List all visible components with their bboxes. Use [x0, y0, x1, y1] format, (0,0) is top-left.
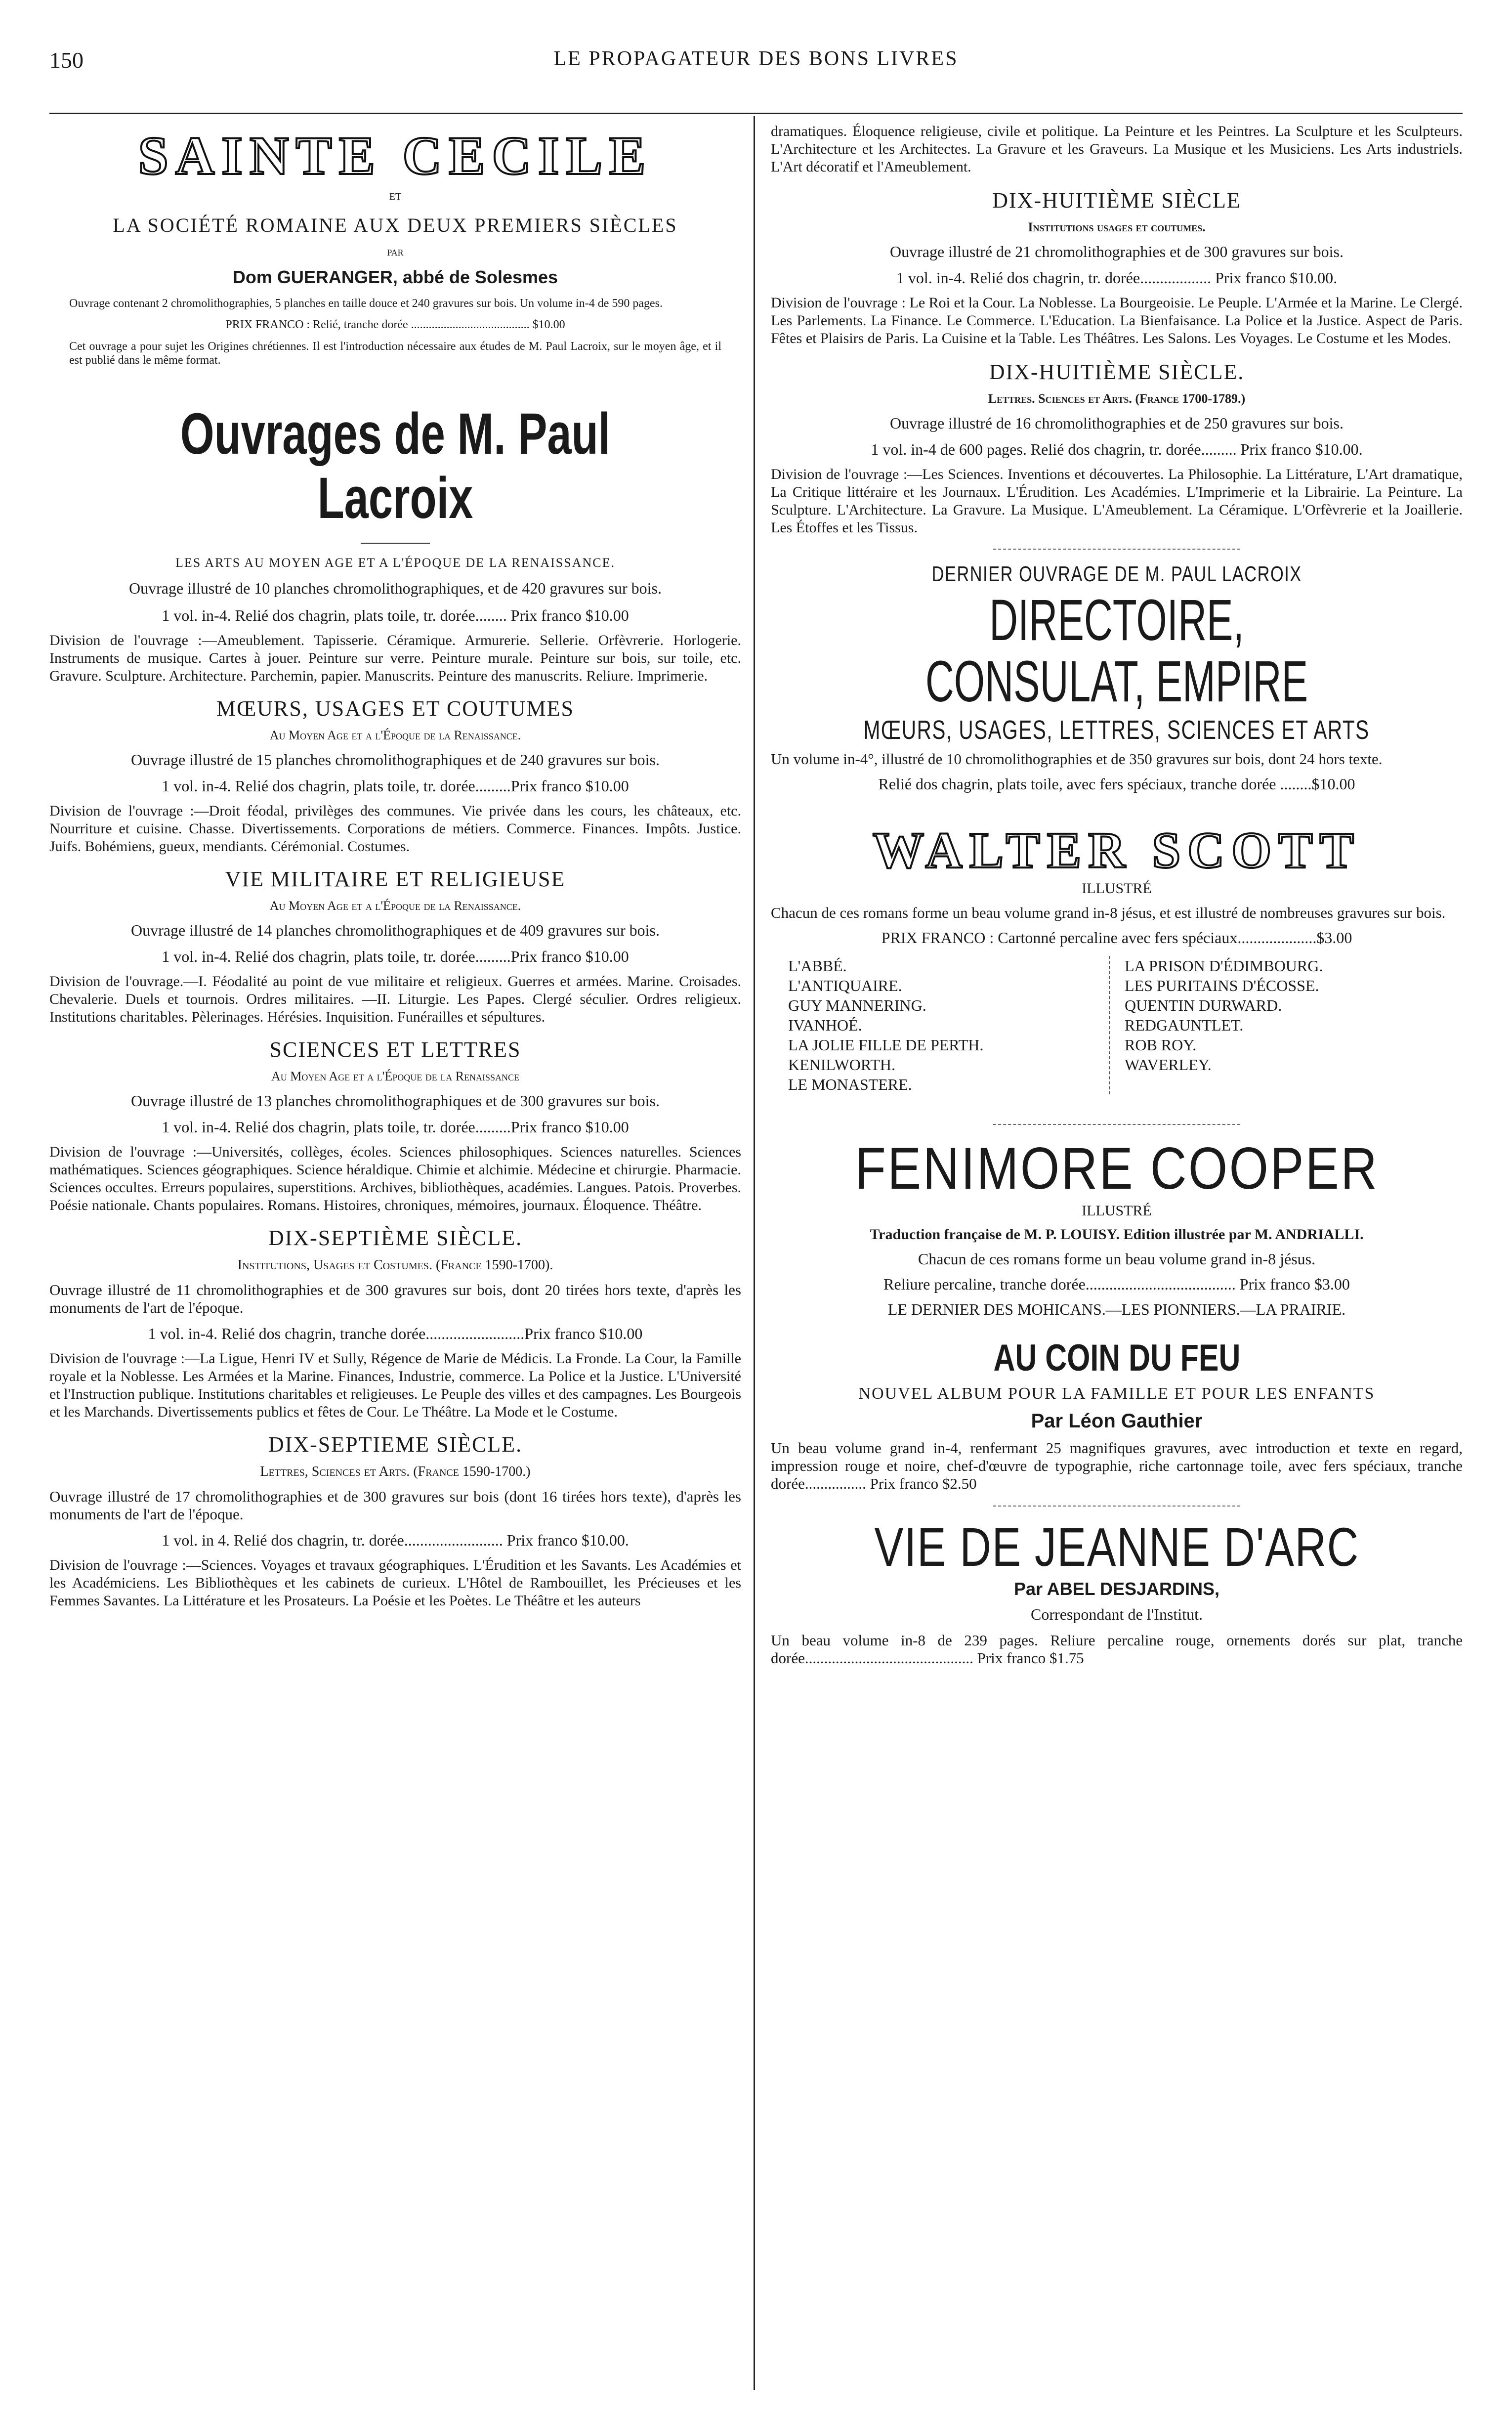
sci-heading: SCIENCES ET LETTRES [269, 1037, 521, 1062]
dce-desc: Un volume in-4°, illustré de 10 chromolithographies et de 350 gravures sur bois, dont 24 hors texte. [771, 750, 1383, 768]
vja-title-text: VIE DE JEANNE D'ARC [874, 1517, 1359, 1578]
d18a-division: Division de l'ouvrage : Le Roi et la Cour. La Noblesse. La Bourgeoisie. Le Peuple. L'Armée et la Marine. Le Clergé. Les Parlements. La Finance. Le Commerce. L'Education. La Bienfaisance. La Police et la Justice. Aspect de Paris. Fêtes et Plaisirs de Paris. La Cuisine et la Table. Les Théâtres. Les Salons. Les Voyages. Le Costume et les Modes. [771, 295, 1463, 346]
d18b-desc: Ouvrage illustré de 16 chromolithographies et de 250 gravures sur bois. [890, 414, 1344, 432]
ws-novel-title: LES PURITAINS D'ÉCOSSE. [1125, 977, 1319, 994]
arts-division: Division de l'ouvrage :—Ameublement. Tapisserie. Céramique. Armurerie. Sellerie. Orfèvrerie. Horlogerie. Instruments de musique. Cartes à jouer. Peinture sur verre. Peinture murale. Peinture sur bois, sur toile, etc. Gravure. Sculpture. Architecture. Parchemin, papier. Manuscrits. Peinture des manuscrits. Reliure. Imprimerie. [49, 632, 741, 684]
sc-author: Dom GUERANGER, abbé de Solesmes [232, 267, 558, 287]
vie-heading: VIE MILITAIRE ET RELIGIEUSE [225, 867, 566, 891]
vie-sub: Au Moyen Age et a l'Époque de la Renaissance. [269, 899, 521, 913]
vja-title [771, 1518, 1463, 1577]
d17a-vol: 1 vol. in-4. Relié dos chagrin, tranche dorée.........................Prix franco $10.00 [148, 1325, 643, 1342]
d18a-heading: DIX-HUITIÈME SIÈCLE [992, 188, 1241, 213]
acf-author: Par Léon Gauthier [1031, 1410, 1203, 1432]
moeurs-sub: Au Moyen Age et a l'Époque de la Renaissance. [269, 728, 521, 742]
moeurs-division: Division de l'ouvrage :—Droit féodal, privilèges des communes. Vie privée dans les cours, les châteaux, etc. Nourriture et cuisine. Chasse. Divertissements. Corporations de métiers. Commerce. Finances. Impôts. Justice. Juifs. Bohémiens, gueux, mendiants. Cérémonial. Costumes. [49, 803, 741, 855]
d17b-sub: Lettres, Sciences et Arts. (France 1590-1700.) [260, 1464, 531, 1479]
dce-title-text: DIRECTOIRE, CONSULAT, EMPIRE [925, 588, 1308, 714]
fc-price: Reliure percaline, tranche dorée...................................... Prix franco $3.00 [883, 1275, 1350, 1293]
column-divider [754, 116, 755, 2390]
ws-novel-title: L'ANTIQUAIRE. [788, 977, 902, 994]
d18b-heading: DIX-HUITIÈME SIÈCLE. [989, 360, 1245, 384]
lacroix-title-text: Ouvrages de M. Paul Lacroix [180, 401, 611, 531]
dce-sub-text: MŒURS, USAGES, LETTRES, SCIENCES ET ARTS [864, 715, 1370, 745]
sc-price: PRIX FRANCO : Relié, tranche dorée ........................................ $10.00 [225, 318, 565, 331]
ws-novel-title: IVANHOÉ. [788, 1016, 862, 1034]
d17a-heading: DIX-SEPTIÈME SIÈCLE. [268, 1226, 523, 1250]
d17a-desc: Ouvrage illustré de 11 chromolithographies et de 300 gravures sur bois, dont 20 tirées hors texte, d'après les monuments de l'art de l'époque. [49, 1281, 741, 1316]
ws-list-left [788, 956, 1109, 1094]
ws-novel-title: LA JOLIE FILLE DE PERTH. [788, 1036, 984, 1054]
sci-division: Division de l'ouvrage :—Universités, collèges, écoles. Sciences philosophiques. Sciences naturelles. Sciences mathématiques. Sciences géographiques. Science héraldique. Chimie et alchimie. Médecine et chirurgie. Pharmacie. Sciences occultes. Erreurs populaires, superstitions. Archives, bibliothèques, académies. Langues. Patois. Proverbes. Poésie nationale. Chants populaires. Romans. Histoires, chroniques, mémoires, journaux. Éloquence. Théâtre. [49, 1144, 741, 1213]
d17a-division: Division de l'ouvrage :—La Ligue, Henri IV et Sully, Régence de Marie de Médicis. La Fronde. La Cour, la Famille royale et la Noblesse. Les Armées et la Marine. Finances, Industrie, commerce. La Police et la Justice. L'Université et l'Instruction publique. Institutions charitables et religieuses. Le Peuple des villes et des campagnes. Les Bourgeois et les Marchands. Divertissements publics et fêtes de Cour. Le Théâtre. La Mode et le Costume. [49, 1350, 741, 1420]
sc-title: SAINTE CECILE [138, 126, 653, 186]
ws-title: WALTER SCOTT [873, 822, 1361, 879]
ws-title-list [788, 956, 1445, 1094]
ws-novel-title: LA PRISON D'ÉDIMBOURG. [1125, 957, 1323, 975]
acf-sub: NOUVEL ALBUM POUR LA FAMILLE ET POUR LES ENFANTS [858, 1384, 1375, 1403]
sc-par: PAR [387, 248, 404, 258]
d17a-sub: Institutions, Usages et Costumes. (France 1590-1700). [237, 1257, 553, 1273]
ws-desc: Chacun de ces romans forme un beau volume grand in-8 jésus, et est illustré de nombreuses gravures sur bois. [771, 904, 1446, 921]
fc-title [771, 1137, 1463, 1201]
sc-desc: Ouvrage contenant 2 chromolithographies, 5 planches en taille douce et 240 gravures sur bois. Un volume in-4 de 590 pages. [69, 297, 663, 310]
vie-vol: 1 vol. in-4. Relié dos chagrin, plats toile, tr. dorée.........Prix franco $10.00 [162, 948, 629, 965]
d18b-sub: Lettres. Sciences et Arts. (France 1700-1789.) [988, 391, 1246, 406]
page-header [49, 47, 1463, 82]
ws-price: PRIX FRANCO : Cartonné percaline avec fers spéciaux....................$3.00 [881, 929, 1352, 947]
d18b-vol: 1 vol. in-4 de 600 pages. Relié dos chagrin, tr. dorée......... Prix franco $10.00. [871, 440, 1363, 458]
right-column [771, 119, 1463, 1667]
vja-role: Correspondant de l'Institut. [1031, 1605, 1203, 1623]
dce-vol: Relié dos chagrin, plats toile, avec fers spéciaux, tranche dorée ........$10.00 [878, 775, 1355, 793]
fc-desc: Chacun de ces romans forme un beau volume grand in-8 jésus. [918, 1250, 1316, 1268]
ws-novel-title: REDGAUNTLET. [1125, 1016, 1244, 1034]
sc-note: Cet ouvrage a pour sujet les Origines chrétiennes. Il est l'introduction nécessaire aux études de M. Paul Lacroix, sur le moyen âge, et il est publié dans le même format. [69, 340, 721, 367]
ws-novel-title: GUY MANNERING. [788, 996, 926, 1014]
ws-novel-title: L'ABBÉ. [788, 957, 847, 975]
d17b-heading: DIX-SEPTIEME SIÈCLE. [268, 1432, 523, 1457]
fc-titles: LE DERNIER DES MOHICANS.—LES PIONNIERS.—LA PRAIRIE. [887, 1300, 1346, 1318]
dce-sub [771, 715, 1463, 745]
vja-author: Par ABEL DESJARDINS, [1013, 1579, 1220, 1599]
ws-novel-title: QUENTIN DURWARD. [1125, 996, 1282, 1014]
d17b-division: Division de l'ouvrage :—Sciences. Voyages et travaux géographiques. L'Érudition et les Savants. Les Académies et les Académiciens. Les Bibliothèques et les cabinets de curieux. L'Hôtel de Rambouillet, les Précieuses et les Femmes Savantes. La Littérature et les Prosateurs. La Poésie et les Poètes. Le Théâtre et les auteurs [49, 1557, 741, 1609]
vie-division: Division de l'ouvrage.—I. Féodalité au point de vue militaire et religieux. Guerres et armées. Marine. Croisades. Chevalerie. Duels et tournois. Ordres militaires. —II. Liturgie. Les Papes. Clergé séculier. Ordres religieux. Institutions charitables. Pèlerinages. Hérésies. Inquisition. Funérailles et sépultures. [49, 973, 741, 1025]
fc-translation: Traduction française de M. P. LOUISY. Edition illustrée par M. ANDRIALLI. [870, 1226, 1364, 1243]
moeurs-desc: Ouvrage illustré de 15 planches chromolithographiques et de 240 gravures sur bois. [131, 751, 660, 769]
d17b-desc: Ouvrage illustré de 17 chromolithographies et de 300 gravures sur bois (dont 16 tirées hors texte), d'après les monuments de l'art de l'époque. [49, 1488, 741, 1523]
section-rule [361, 543, 430, 544]
sci-sub: Au Moyen Age et a l'Époque de la Renaissance [271, 1069, 520, 1083]
header-rule [49, 113, 1463, 114]
page-number: 150 [49, 47, 84, 73]
moeurs-heading: MŒURS, USAGES ET COUTUMES [216, 696, 574, 721]
dashed-rule [993, 1506, 1240, 1507]
ws-novel-title: KENILWORTH. [788, 1056, 895, 1074]
ws-illustre: ILLUSTRÉ [1082, 880, 1152, 897]
sc-et: ET [389, 191, 402, 202]
fc-illustre: ILLUSTRÉ [1082, 1203, 1152, 1219]
dernier-heading-text: DERNIER OUVRAGE DE M. PAUL LACROIX [931, 562, 1302, 586]
ws-novel-title: LE MONASTERE. [788, 1076, 912, 1093]
dashed-rule [993, 549, 1240, 550]
dce-title [771, 590, 1463, 713]
acf-title-text: AU COIN DU FEU [993, 1337, 1240, 1379]
moeurs-vol: 1 vol. in-4. Relié dos chagrin, plats toile, tr. dorée.........Prix franco $10.00 [162, 777, 629, 795]
left-column [49, 119, 741, 1610]
fc-title-text: FENIMORE COOPER [855, 1135, 1379, 1202]
ws-list-right [1109, 956, 1445, 1094]
running-title: LE PROPAGATEUR DES BONS LIVRES [553, 47, 959, 70]
lacroix-title [49, 402, 741, 531]
dernier-heading [771, 561, 1463, 587]
ws-novel-title: WAVERLEY. [1125, 1056, 1212, 1074]
arts-vol: 1 vol. in-4. Relié dos chagrin, plats toile, tr. dorée........ Prix franco $10.00 [162, 606, 629, 624]
dashed-rule [993, 1124, 1240, 1125]
arts-desc: Ouvrage illustré de 10 planches chromolithographiques, et de 420 gravures sur bois. [129, 579, 662, 597]
sci-vol: 1 vol. in-4. Relié dos chagrin, plats toile, tr. dorée.........Prix franco $10.00 [162, 1118, 629, 1136]
vja-desc: Un beau volume in-8 de 239 pages. Reliure percaline rouge, ornements dorés sur plat, tranche dorée............................................ Prix franco $1.75 [771, 1632, 1463, 1667]
ws-novel-title: ROB ROY. [1125, 1036, 1197, 1054]
continuation-text: dramatiques. Éloquence religieuse, civile et politique. La Peinture et les Peintres. La Sculpture et les Sculpteurs. L'Architecture et les Architectes. La Gravure et les Graveurs. La Musique et les Musiciens. Les Arts industriels. L'Art décoratif et l'Ameublement. [771, 123, 1463, 175]
acf-title [771, 1336, 1463, 1379]
sc-subtitle: LA SOCIÉTÉ ROMAINE AUX DEUX PREMIERS SIÈCLES [113, 214, 678, 236]
vie-desc: Ouvrage illustré de 14 planches chromolithographiques et de 409 gravures sur bois. [131, 921, 660, 939]
acf-desc: Un beau volume grand in-4, renfermant 25 magnifiques gravures, avec introduction et texte en regard, impression rouge et noire, chef-d'œuvre de typographie, riche cartonnage toile, avec fers spéciaux, tranche dorée................ Prix franco $2.50 [771, 1439, 1463, 1492]
arts-heading: LES ARTS AU MOYEN AGE ET A L'ÉPOQUE DE LA RENAISSANCE. [175, 556, 615, 570]
d18a-sub: Institutions usages et coutumes. [1028, 220, 1206, 234]
d18b-division: Division de l'ouvrage :—Les Sciences. Inventions et découvertes. La Philosophie. La Littérature, L'Art dramatique, La Critique littéraire et les Journaux. L'Érudition. Les Académies. L'Imprimerie et la Librairie. La Peinture. La Sculpture. L'Architecture. La Gravure. La Musique. L'Ameublement. La Céramique. L'Orfèvrerie et la Joaillerie. Les Étoffes et les Tissus. [771, 466, 1463, 536]
d18a-desc: Ouvrage illustré de 21 chromolithographies et de 300 gravures sur bois. [890, 243, 1344, 260]
d17b-vol: 1 vol. in 4. Relié dos chagrin, tr. dorée......................... Prix franco $10.00. [162, 1531, 629, 1549]
sci-desc: Ouvrage illustré de 13 planches chromolithographiques et de 300 gravures sur bois. [131, 1092, 660, 1110]
d18a-vol: 1 vol. in-4. Relié dos chagrin, tr. dorée.................. Prix franco $10.00. [896, 269, 1338, 287]
